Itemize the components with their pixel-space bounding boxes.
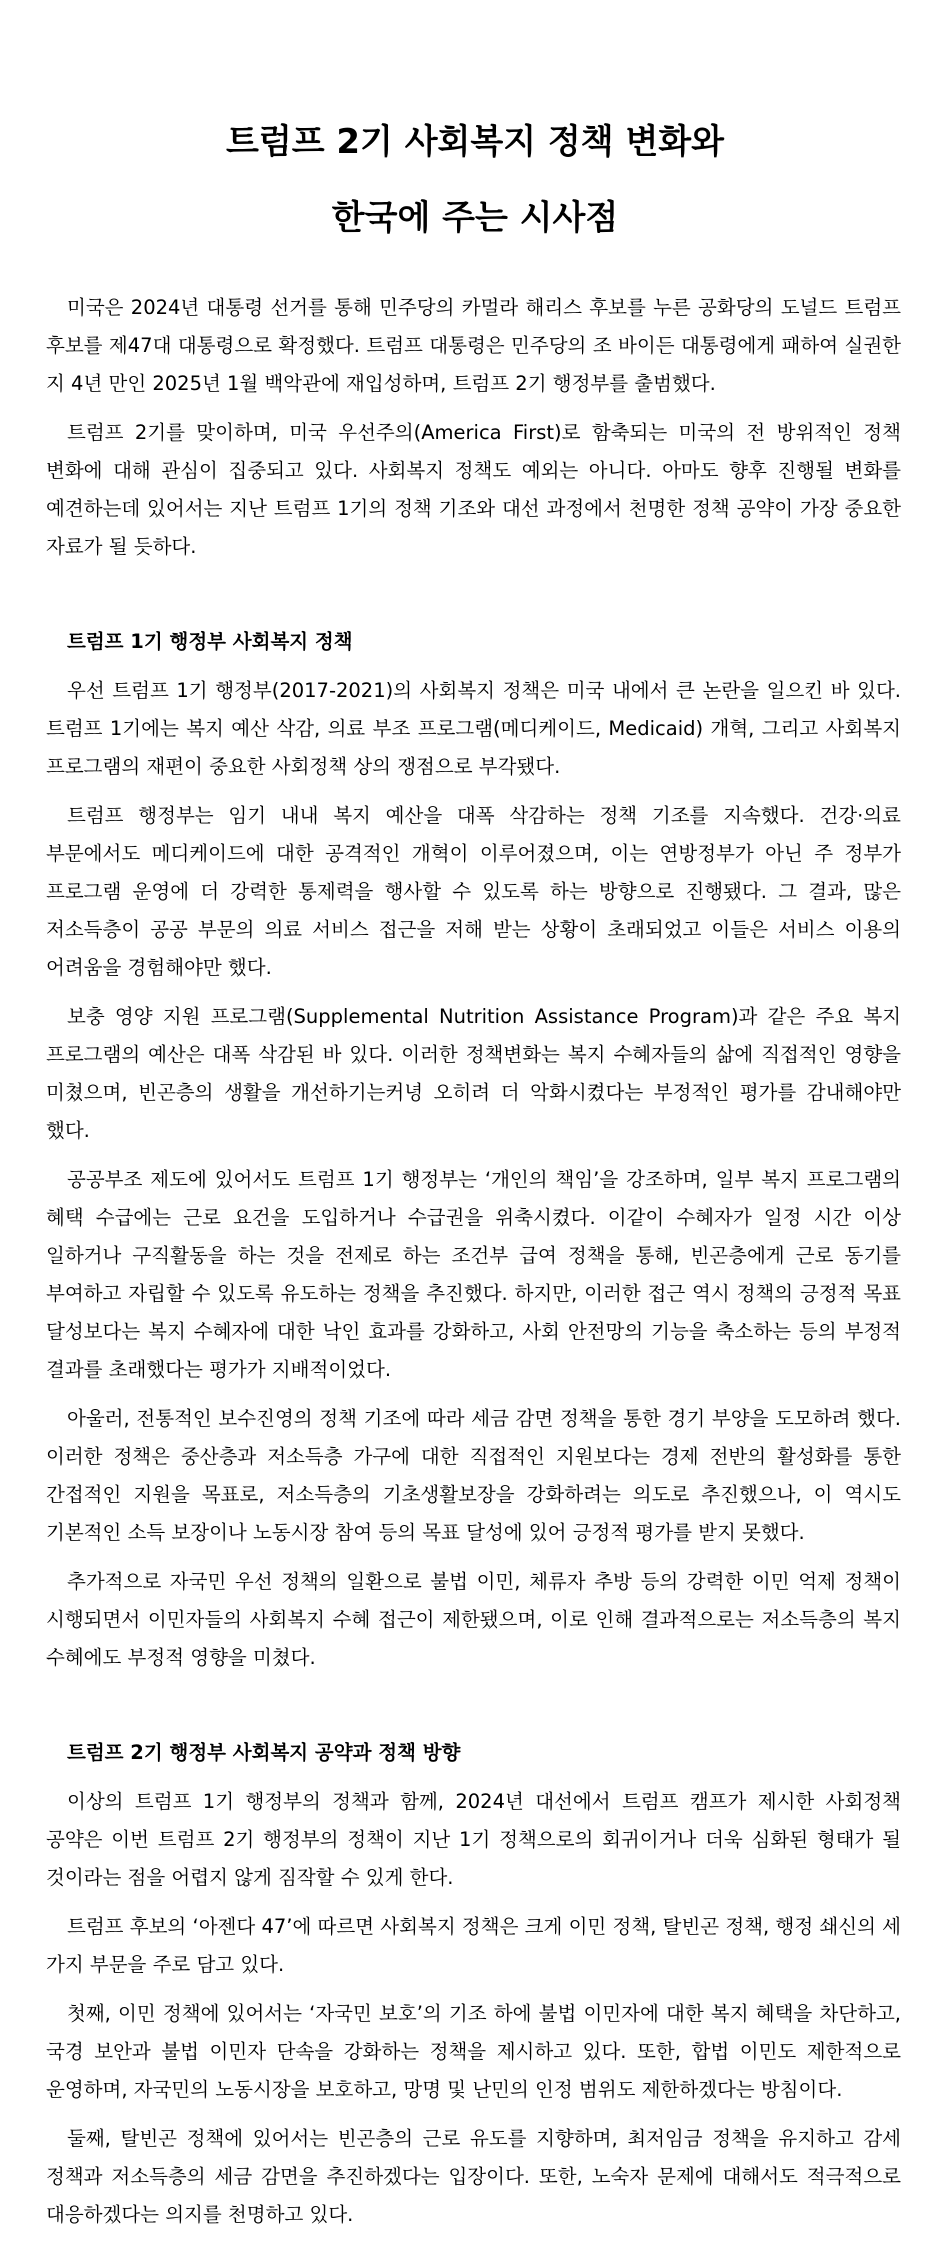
section-heading-trump-second-term: 트럼프 2기 행정부 사회복지 공약과 정책 방향 [67,1741,461,1764]
intro-paragraph: 트럼프 2기를 맞이하며, 미국 우선주의(America First)로 함축되는 미국의 전 방위적인 정책 변화에 대해 관심이 집중되고 있다. 사회복지 정책도 예외는 아니다. 아마도 향후 진행될 변화를 예견하는데 있어서는 지난 트럼프 1기의 정책 기조와 대선 과정에서 천명한 정책 공약이 가장 중요한 자료가 될 듯하다. [46,421,901,558]
section2-paragraph: 이상의 트럼프 1기 행정부의 정책과 함께, 2024년 대선에서 트럼프 캠프가 제시한 사회정책 공약은 이번 트럼프 2기 행정부의 정책이 지난 1기 정책으로의 회귀이거나 더욱 심화된 형태가 될 것이라는 점을 어렵지 않게 짐작할 수 있게 한다. [46,1790,901,1889]
section1-paragraph: 추가적으로 자국민 우선 정책의 일환으로 불법 이민, 체류자 추방 등의 강력한 이민 억제 정책이 시행되면서 이민자들의 사회복지 수혜 접근이 제한됐으며, 이로 인해 결과적으로는 저소득층의 복지 수혜에도 부정적 영향을 미쳤다. [46,1570,901,1669]
document-title-line-2: 한국에 주는 시사점 [331,198,619,238]
section1-paragraph: 공공부조 제도에 있어서도 트럼프 1기 행정부는 ‘개인의 책임’을 강조하며, 일부 복지 프로그램의 혜택 수급에는 근로 요건을 도입하거나 수급권을 위축시켰다. 이같이 수혜자가 일정 시간 이상 일하거나 구직활동을 하는 것을 전제로 하는 조건부 급여 정책을 통해, 빈곤층에게 근로 동기를 부여하고 자립할 수 있도록 유도하는 정책을 추진했다. 하지만, 이러한 접근 역시 정책의 긍정적 목표 달성보다는 복지 수혜자에 대한 낙인 효과를 강화하고, 사회 안전망의 기능을 축소하는 등의 부정적 결과를 초래했다는 평가가 지배적이었다. [46,1168,901,1381]
section1-paragraph: 아울러, 전통적인 보수진영의 정책 기조에 따라 세금 감면 정책을 통한 경기 부양을 도모하려 했다. 이러한 정책은 중산층과 저소득층 가구에 대한 직접적인 지원보다는 경제 전반의 활성화를 통한 간접적인 지원을 목표로, 저소득층의 기초생활보장을 강화하려는 의도로 추진했으나, 이 역시도 기본적인 소득 보장이나 노동시장 참여 등의 목표 달성에 있어 긍정적 평가를 받지 못했다. [46,1407,901,1544]
section2-paragraph: 트럼프 후보의 ‘아젠다 47’에 따르면 사회복지 정책은 크게 이민 정책, 탈빈곤 정책, 행정 쇄신의 세 가지 부문을 주로 담고 있다. [46,1915,901,1976]
section-spacer [46,577,901,623]
document-body [46,289,901,2245]
section-heading-trump-first-term: 트럼프 1기 행정부 사회복지 정책 [67,630,353,653]
section2-paragraph: 첫째, 이민 정책에 있어서는 ‘자국민 보호’의 기조 하에 불법 이민자에 대한 복지 혜택을 차단하고, 국경 보안과 불법 이민자 단속을 강화하는 정책을 제시하고 있다. 또한, 합법 이민도 제한적으로 운영하며, 자국민의 노동시장을 보호하고, 망명 및 난민의 인정 범위도 제한하겠다는 방침이다. [46,2002,901,2101]
section1-paragraph: 우선 트럼프 1기 행정부(2017-2021)의 사회복지 정책은 미국 내에서 큰 논란을 일으킨 바 있다. 트럼프 1기에는 복지 예산 삭감, 의료 부조 프로그램(메디케이드, Medicaid) 개혁, 그리고 사회복지 프로그램의 재편이 중요한 사회정책 상의 쟁점으로 부각됐다. [46,679,901,778]
section1-paragraph: 트럼프 행정부는 임기 내내 복지 예산을 대폭 삭감하는 정책 기조를 지속했다. 건강·의료 부문에서도 메디케이드에 대한 공격적인 개혁이 이루어졌으며, 이는 연방정부가 아닌 주 정부가 프로그램 운영에 더 강력한 통제력을 행사할 수 있도록 하는 방향으로 진행됐다. 그 결과, 많은 저소득층이 공공 부문의 의료 서비스 접근을 저해 받는 상황이 초래되었고 이들은 서비스 이용의 어려움을 경험해야만 했다. [46,804,901,979]
intro-paragraph: 미국은 2024년 대통령 선거를 통해 민주당의 카멀라 해리스 후보를 누른 공화당의 도널드 트럼프 후보를 제47대 대통령으로 확정했다. 트럼프 대통령은 민주당의 조 바이든 대통령에게 패하여 실권한 지 4년 만인 2025년 1월 백악관에 재입성하며, 트럼프 2기 행정부를 출범했다. [46,296,901,395]
section2-paragraph: 둘째, 탈빈곤 정책에 있어서는 빈곤층의 근로 유도를 지향하며, 최저임금 정책을 유지하고 감세 정책과 저소득층의 세금 감면을 추진하겠다는 입장이다. 또한, 노숙자 문제에 대해서도 적극적으로 대응하겠다는 의지를 천명하고 있다. [46,2127,901,2226]
section-spacer [46,1688,901,1734]
section1-paragraph: 보충 영양 지원 프로그램(Supplemental Nutrition Assistance Program)과 같은 주요 복지 프로그램의 예산은 대폭 삭감된 바 있다. 이러한 정책변화는 복지 수혜자들의 삶에 직접적인 영향을 미쳤으며, 빈곤층의 생활을 개선하기는커녕 오히려 더 악화시켰다는 부정적인 평가를 감내해야만 했다. [46,1005,901,1142]
document-title-line-1: 트럼프 2기 사회복지 정책 변화와 [226,122,724,162]
